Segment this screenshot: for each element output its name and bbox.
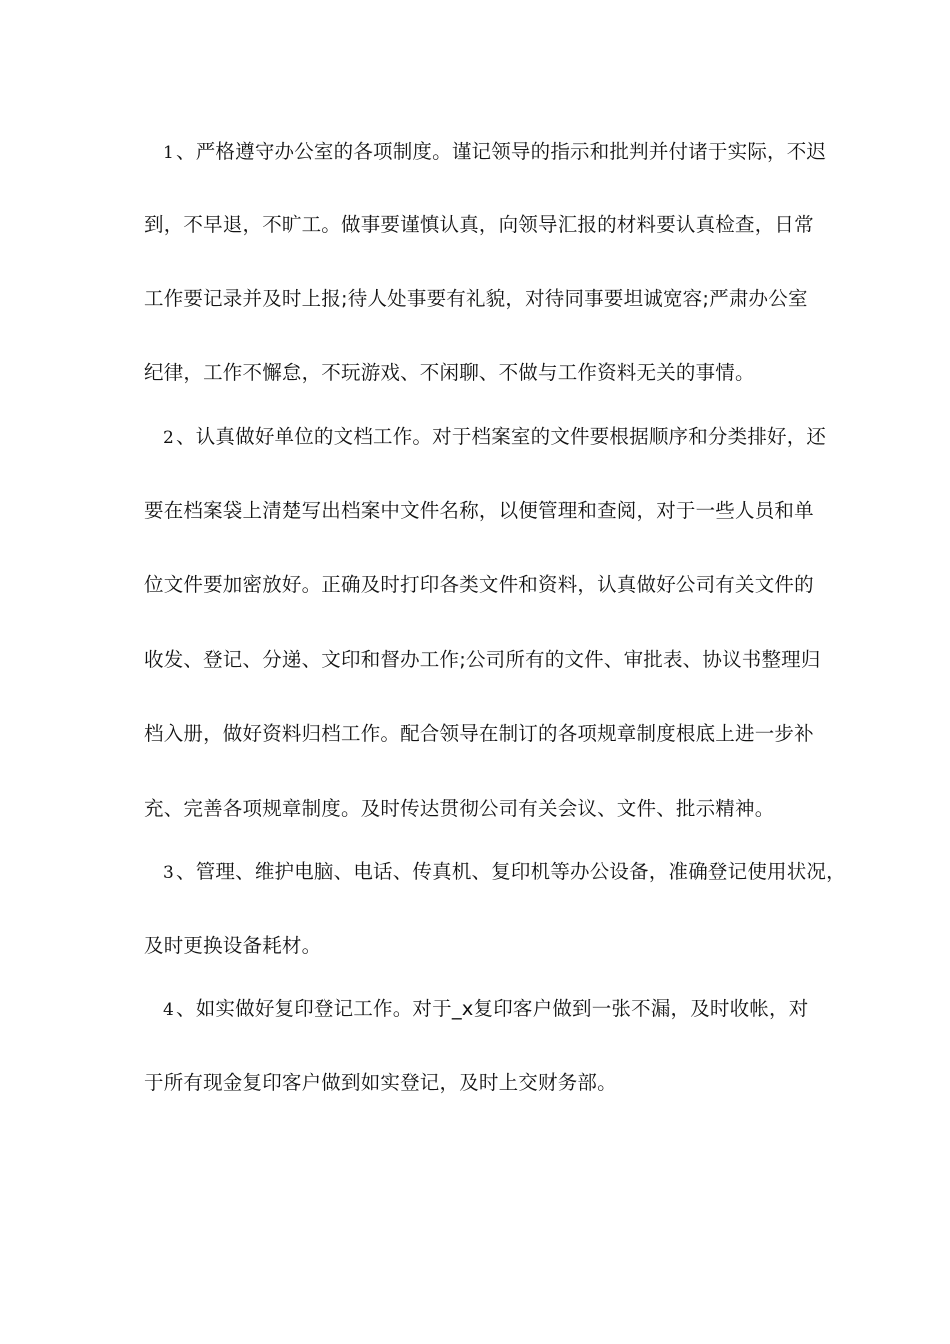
paragraph-2-line-5: 档入册，做好资料归档工作。配合领导在制订的各项规章制度根底上进一步补 xyxy=(144,722,814,745)
paragraph-4-line-2: 于所有现金复印客户做到如实登记，及时上交财务部。 xyxy=(144,1071,617,1094)
paragraph-3-text-line: 、管理、维护电脑、电话、传真机、复印机等办公设备，准确登记使用状况， xyxy=(176,860,846,883)
paragraph-2-line-2: 要在档案袋上清楚写出档案中文件名称，以便管理和查阅，对于一些人员和单 xyxy=(144,499,814,522)
paragraph-3-line-2: 及时更换设备耗材。 xyxy=(144,934,322,957)
paragraph-3-line-1 xyxy=(163,859,846,886)
paragraph-2-line-6: 充、完善各项规章制度。及时传达贯彻公司有关会议、文件、批示精神。 xyxy=(144,797,775,820)
paragraph-4-text-line: 、如实做好复印登记工作。对于_x复印客户做到一张不漏，及时收帐，对 xyxy=(176,997,809,1020)
paragraph-2-line-1 xyxy=(163,424,843,451)
paragraph-1-text-line: 、严格遵守办公室的各项制度。谨记领导的指示和批判并付诸于实际，不迟 xyxy=(176,140,827,163)
paragraph-2-number: 2 xyxy=(163,428,175,448)
paragraph-1-number: 1 xyxy=(163,143,175,163)
paragraph-4-number: 4 xyxy=(163,1000,175,1020)
paragraph-3-number: 3 xyxy=(163,863,175,883)
paragraph-2-line-3: 位文件要加密放好。正确及时打印各类文件和资料，认真做好公司有关文件的 xyxy=(144,573,814,596)
paragraph-1-line-2: 到，不早退，不旷工。做事要谨慎认真，向领导汇报的材料要认真检查，日常 xyxy=(144,213,814,236)
paragraph-1-line-4: 纪律，工作不懈怠，不玩游戏、不闲聊、不做与工作资料无关的事情。 xyxy=(144,361,755,384)
paragraph-4-line-1 xyxy=(163,996,843,1023)
paragraph-1-line-3: 工作要记录并及时上报;待人处事要有礼貌，对待同事要坦诚宽容;严肃办公室 xyxy=(144,287,808,310)
paragraph-2-line-4: 收发、登记、分递、文印和督办工作;公司所有的文件、审批表、协议书整理归 xyxy=(144,648,821,671)
paragraph-1-line-1 xyxy=(163,139,843,166)
paragraph-2-text-line: 、认真做好单位的文档工作。对于档案室的文件要根据顺序和分类排好，还 xyxy=(176,425,827,448)
